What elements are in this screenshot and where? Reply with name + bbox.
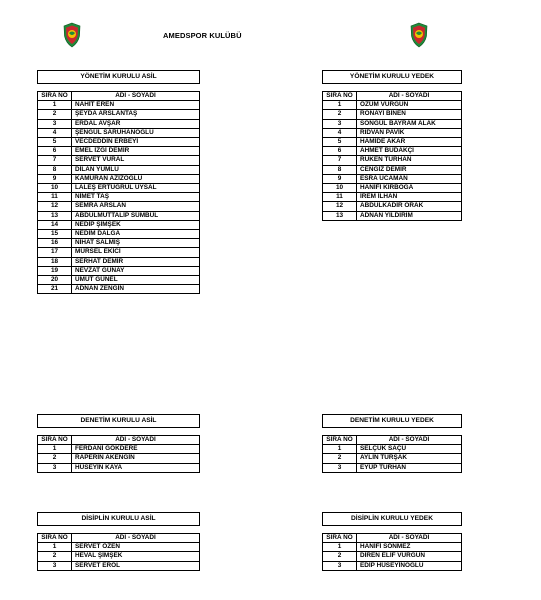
board-members-table bbox=[37, 70, 200, 294]
table-caption: YÖNETİM KURULU ASİL bbox=[38, 71, 200, 84]
member-name: RUKEN TURHAN bbox=[357, 156, 462, 165]
table-row bbox=[38, 445, 200, 454]
table-row bbox=[38, 285, 200, 294]
row-number: 8 bbox=[38, 165, 72, 174]
column-header-adi-soyadi: ADI - SOYADI bbox=[357, 534, 462, 543]
member-name: ESRA UCAMAN bbox=[357, 174, 462, 183]
row-number: 2 bbox=[38, 454, 72, 463]
row-number: 5 bbox=[38, 138, 72, 147]
table-row bbox=[323, 147, 462, 156]
row-number: 9 bbox=[323, 174, 357, 183]
row-number: 11 bbox=[38, 193, 72, 202]
table-row bbox=[323, 101, 462, 110]
table-row bbox=[38, 220, 200, 229]
row-number: 3 bbox=[323, 561, 357, 570]
table-row bbox=[323, 543, 462, 552]
row-number: 2 bbox=[323, 454, 357, 463]
member-name: KAMURAN AZİZOĞLU bbox=[72, 174, 200, 183]
board-substitutes-table bbox=[322, 70, 462, 221]
table-row bbox=[38, 156, 200, 165]
member-name: SERVET EROL bbox=[72, 561, 200, 570]
table-row bbox=[38, 552, 200, 561]
table-row bbox=[38, 174, 200, 183]
table-row bbox=[38, 110, 200, 119]
row-number: 2 bbox=[323, 552, 357, 561]
table-row bbox=[38, 543, 200, 552]
member-name: CENGİZ DEMİR bbox=[357, 165, 462, 174]
row-number: 3 bbox=[38, 119, 72, 128]
member-name: NİMET TAŞ bbox=[72, 193, 200, 202]
member-name: SELÇUK SAÇU bbox=[357, 445, 462, 454]
row-number: 16 bbox=[38, 239, 72, 248]
member-name: AYLİN TURŞAK bbox=[357, 454, 462, 463]
amedspor-crest-icon bbox=[62, 22, 82, 48]
table-row bbox=[323, 128, 462, 137]
member-name: ŞEYDA ARSLANTAŞ bbox=[72, 110, 200, 119]
row-number: 13 bbox=[323, 211, 357, 220]
member-name: İREM İLHAN bbox=[357, 193, 462, 202]
column-header-adi-soyadi: ADI - SOYADI bbox=[72, 92, 200, 101]
table-row bbox=[323, 211, 462, 220]
member-name: HÜSEYİN KAYA bbox=[72, 463, 200, 472]
column-header-adi-soyadi: ADI - SOYADI bbox=[357, 436, 462, 445]
row-number: 20 bbox=[38, 276, 72, 285]
table-row bbox=[323, 174, 462, 183]
table-row bbox=[38, 230, 200, 239]
member-name: ABDULKADİR ORAK bbox=[357, 202, 462, 211]
member-name: NEDİM DALGA bbox=[72, 230, 200, 239]
amedspor-crest-icon bbox=[409, 22, 429, 48]
table-row bbox=[323, 445, 462, 454]
audit-members-table bbox=[37, 414, 200, 473]
table-row bbox=[323, 156, 462, 165]
member-name: NEVZAT GÜNAY bbox=[72, 266, 200, 275]
row-number: 4 bbox=[323, 128, 357, 137]
table-row bbox=[323, 202, 462, 211]
member-name: NİHAT SALMIŞ bbox=[72, 239, 200, 248]
row-number: 9 bbox=[38, 174, 72, 183]
column-header-sira-no: SIRA NO bbox=[323, 534, 357, 543]
row-number: 6 bbox=[38, 147, 72, 156]
discipline-members-table bbox=[37, 512, 200, 571]
table-row bbox=[38, 239, 200, 248]
row-number: 10 bbox=[323, 184, 357, 193]
member-name: ŞENGÜL SARUHANOĞLU bbox=[72, 128, 200, 137]
member-name: HEVAL ŞİMŞEK bbox=[72, 552, 200, 561]
member-name: DİREN ELİF VURGUN bbox=[357, 552, 462, 561]
row-number: 7 bbox=[38, 156, 72, 165]
caption-spacer bbox=[323, 84, 462, 92]
table-row bbox=[38, 165, 200, 174]
member-name: SEMRA ARSLAN bbox=[72, 202, 200, 211]
table-caption: DENETİM KURULU ASİL bbox=[38, 415, 200, 428]
member-name: HANİFİ SÖNMEZ bbox=[357, 543, 462, 552]
row-number: 7 bbox=[323, 156, 357, 165]
row-number: 10 bbox=[38, 184, 72, 193]
table-row bbox=[38, 463, 200, 472]
row-number: 14 bbox=[38, 220, 72, 229]
caption-spacer bbox=[323, 526, 462, 534]
column-header-adi-soyadi: ADI - SOYADI bbox=[72, 534, 200, 543]
row-number: 13 bbox=[38, 211, 72, 220]
member-name: LALEŞ ERTUĞRUL UYSAL bbox=[72, 184, 200, 193]
caption-spacer bbox=[38, 526, 200, 534]
member-name: ADNAN YILDIRIM bbox=[357, 211, 462, 220]
row-number: 12 bbox=[38, 202, 72, 211]
table-caption: DİSİPLİN KURULU YEDEK bbox=[323, 513, 462, 526]
column-header-adi-soyadi: ADI - SOYADI bbox=[72, 436, 200, 445]
column-header-sira-no: SIRA NO bbox=[38, 534, 72, 543]
table-row bbox=[323, 184, 462, 193]
column-header-sira-no: SIRA NO bbox=[323, 436, 357, 445]
table-row bbox=[323, 463, 462, 472]
row-number: 1 bbox=[38, 543, 72, 552]
member-name: EYÜP TURHAN bbox=[357, 463, 462, 472]
table-row bbox=[38, 184, 200, 193]
row-number: 12 bbox=[323, 202, 357, 211]
member-name: SONGÜL BAYRAM ALAK bbox=[357, 119, 462, 128]
row-number: 3 bbox=[38, 463, 72, 472]
row-number: 6 bbox=[323, 147, 357, 156]
table-row bbox=[38, 138, 200, 147]
row-number: 1 bbox=[38, 445, 72, 454]
table-caption: YÖNETİM KURULU YEDEK bbox=[323, 71, 462, 84]
table-row bbox=[323, 193, 462, 202]
row-number: 1 bbox=[323, 543, 357, 552]
table-row bbox=[38, 101, 200, 110]
member-name: NEDİP ŞİMŞEK bbox=[72, 220, 200, 229]
table-row bbox=[38, 202, 200, 211]
row-number: 2 bbox=[38, 110, 72, 119]
table-row bbox=[38, 266, 200, 275]
table-row bbox=[323, 454, 462, 463]
row-number: 2 bbox=[323, 110, 357, 119]
table-row bbox=[323, 552, 462, 561]
table-row bbox=[323, 138, 462, 147]
member-name: RAPERİN AKENGİN bbox=[72, 454, 200, 463]
column-header-sira-no: SIRA NO bbox=[323, 92, 357, 101]
caption-spacer bbox=[323, 428, 462, 436]
row-number: 15 bbox=[38, 230, 72, 239]
member-name: ERDAL AVŞAR bbox=[72, 119, 200, 128]
row-number: 4 bbox=[38, 128, 72, 137]
table-row bbox=[323, 119, 462, 128]
column-header-adi-soyadi: ADI - SOYADI bbox=[357, 92, 462, 101]
member-name: NAHİT EREN bbox=[72, 101, 200, 110]
row-number: 1 bbox=[323, 445, 357, 454]
member-name: ÖZÜM VURGUN bbox=[357, 101, 462, 110]
member-name: SERVET VURAL bbox=[72, 156, 200, 165]
member-name: SERHAT DEMİR bbox=[72, 257, 200, 266]
table-caption: DİSİPLİN KURULU ASİL bbox=[38, 513, 200, 526]
row-number: 1 bbox=[323, 101, 357, 110]
row-number: 19 bbox=[38, 266, 72, 275]
row-number: 1 bbox=[38, 101, 72, 110]
table-row bbox=[38, 257, 200, 266]
row-number: 18 bbox=[38, 257, 72, 266]
row-number: 3 bbox=[323, 119, 357, 128]
row-number: 21 bbox=[38, 285, 72, 294]
table-row bbox=[38, 193, 200, 202]
member-name: MÜRSEL EKİCİ bbox=[72, 248, 200, 257]
row-number: 11 bbox=[323, 193, 357, 202]
column-header-sira-no: SIRA NO bbox=[38, 436, 72, 445]
table-caption: DENETİM KURULU YEDEK bbox=[323, 415, 462, 428]
row-number: 17 bbox=[38, 248, 72, 257]
member-name: FERDANİ GÖKDERE bbox=[72, 445, 200, 454]
caption-spacer bbox=[38, 84, 200, 92]
row-number: 8 bbox=[323, 165, 357, 174]
member-name: SERVET ÖZEN bbox=[72, 543, 200, 552]
discipline-substitutes-table bbox=[322, 512, 462, 571]
member-name: RONAYİ BİNEN bbox=[357, 110, 462, 119]
member-name: VECDEDDİN ERBEYİ bbox=[72, 138, 200, 147]
caption-spacer bbox=[38, 428, 200, 436]
member-name: HAMİDE AKAR bbox=[357, 138, 462, 147]
row-number: 3 bbox=[323, 463, 357, 472]
table-row bbox=[38, 276, 200, 285]
column-header-sira-no: SIRA NO bbox=[38, 92, 72, 101]
table-row bbox=[323, 110, 462, 119]
table-row bbox=[38, 248, 200, 257]
member-name: HANİFİ KIRBOĞA bbox=[357, 184, 462, 193]
table-row bbox=[38, 128, 200, 137]
member-name: DİLAN YUMLU bbox=[72, 165, 200, 174]
member-name: ADNAN ZENGİN bbox=[72, 285, 200, 294]
table-row bbox=[38, 147, 200, 156]
member-name: ABDULMUTTALİP SÜMBÜL bbox=[72, 211, 200, 220]
member-name: EMEL İZGİ DEMİR bbox=[72, 147, 200, 156]
member-name: RIDVAN PAVİK bbox=[357, 128, 462, 137]
row-number: 2 bbox=[38, 552, 72, 561]
row-number: 3 bbox=[38, 561, 72, 570]
member-name: AHMET BUDAKÇI bbox=[357, 147, 462, 156]
row-number: 5 bbox=[323, 138, 357, 147]
table-row bbox=[323, 561, 462, 570]
member-name: EDİP HÜSEYİNOĞLU bbox=[357, 561, 462, 570]
table-row bbox=[38, 454, 200, 463]
member-name: ÜMÜT GÜNEL bbox=[72, 276, 200, 285]
table-row bbox=[38, 211, 200, 220]
table-row bbox=[38, 119, 200, 128]
document-title: AMEDSPOR KULÜBÜ bbox=[163, 31, 242, 40]
audit-substitutes-table bbox=[322, 414, 462, 473]
table-row bbox=[323, 165, 462, 174]
table-row bbox=[38, 561, 200, 570]
